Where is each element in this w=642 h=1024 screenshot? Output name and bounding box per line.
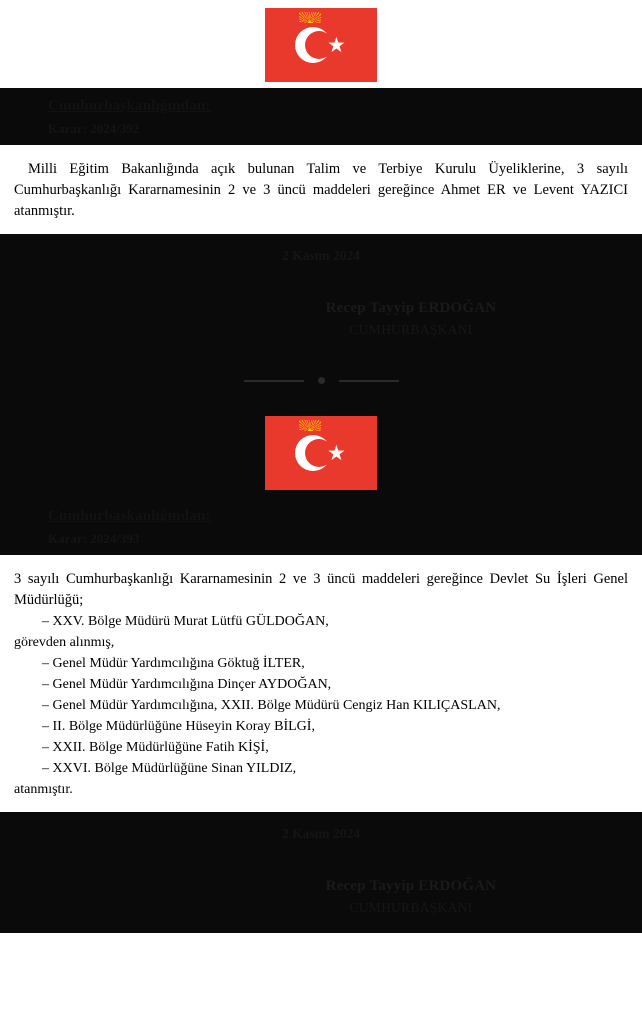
- decree-list-item: – Genel Müdür Yardımcılığına, XXII. Bölge Müdürü Cengiz Han KILIÇASLAN,: [42, 698, 501, 714]
- signer-title-2: CUMHURBAŞKANI: [349, 900, 473, 916]
- flag-wrap-1: [0, 8, 642, 82]
- section-separator: [0, 355, 642, 406]
- decree-paragraph: Milli Eğitim Bakanlığında açık bulunan Talim ve Terbiye Kurulu Üyeliklerine, 3 sayılı Cumhurbaşkanlığı Kararnamesinin 2 ve 3 üncü maddeleri gereğince Ahmet ER ve Levent YAZICI atanmıştır.: [14, 161, 628, 220]
- separator-line-right: [339, 380, 399, 382]
- decree-paragraph: 3 sayılı Cumhurbaşkanlığı Kararnamesinin 2 ve 3 üncü maddeleri gereğince Devlet Su İşleri Genel Müdürlüğü;: [14, 571, 628, 609]
- signer-title-1: CUMHURBAŞKANI: [349, 322, 473, 338]
- decree-closing: atanmıştır.: [14, 782, 73, 798]
- department-title-1: Cumhurbaşkanlığından:: [48, 98, 211, 114]
- turkish-flag-icon: [265, 8, 377, 82]
- flag-wrap-2: [0, 416, 642, 490]
- signature-inner-2: [326, 878, 497, 916]
- signer-name-1: Recep Tayyip ERDOĞAN: [325, 300, 497, 317]
- decree-header-2: [0, 498, 642, 555]
- decision-number-1: Karar: 2024/392: [48, 121, 140, 136]
- decree-signature-1: [0, 274, 642, 355]
- decree-signature-2: [0, 852, 642, 933]
- decree-list-item: – XXII. Bölge Müdürlüğüne Fatih KİŞİ,: [42, 740, 269, 756]
- decree-body-2: [0, 555, 642, 812]
- flag-band-1: [0, 0, 642, 88]
- decree-list-item: – XXVI. Bölge Müdürlüğüne Sinan YILDIZ,: [42, 761, 297, 777]
- star-icon: ★: [327, 33, 346, 57]
- decree-list-item: – Genel Müdür Yardımcılığına Dinçer AYDOĞAN,: [42, 677, 332, 693]
- star-icon: ★: [327, 441, 346, 466]
- decree-mid-note: görevden alınmış,: [14, 635, 115, 651]
- decree-list-item: – Genel Müdür Yardımcılığına Göktuğ İLTER,: [42, 656, 305, 672]
- flag-band-2: [0, 406, 642, 498]
- separator-dot: [318, 377, 325, 384]
- decree-date-2: 2 Kasım 2024: [0, 812, 642, 852]
- separator-line-left: [244, 380, 304, 382]
- signer-name-2: Recep Tayyip ERDOĞAN: [325, 878, 497, 895]
- decree-body-1: [0, 145, 642, 234]
- decree-date-1: 2 Kasım 2024: [0, 234, 642, 274]
- decree-list-item: – II. Bölge Müdürlüğüne Hüseyin Koray BİLGİ,: [42, 719, 315, 735]
- signature-inner-1: [326, 300, 497, 338]
- department-title-2: Cumhurbaşkanlığından:: [48, 508, 211, 525]
- decision-number-2: Karar: 2024/393: [48, 531, 140, 547]
- decree-list-item: – XXV. Bölge Müdürü Murat Lütfü GÜLDOĞAN,: [42, 614, 329, 630]
- turkish-flag-icon: [265, 416, 377, 490]
- sunburst-artifact: [299, 420, 321, 431]
- decree-header-1: [0, 88, 642, 145]
- sunburst-artifact: [299, 12, 321, 23]
